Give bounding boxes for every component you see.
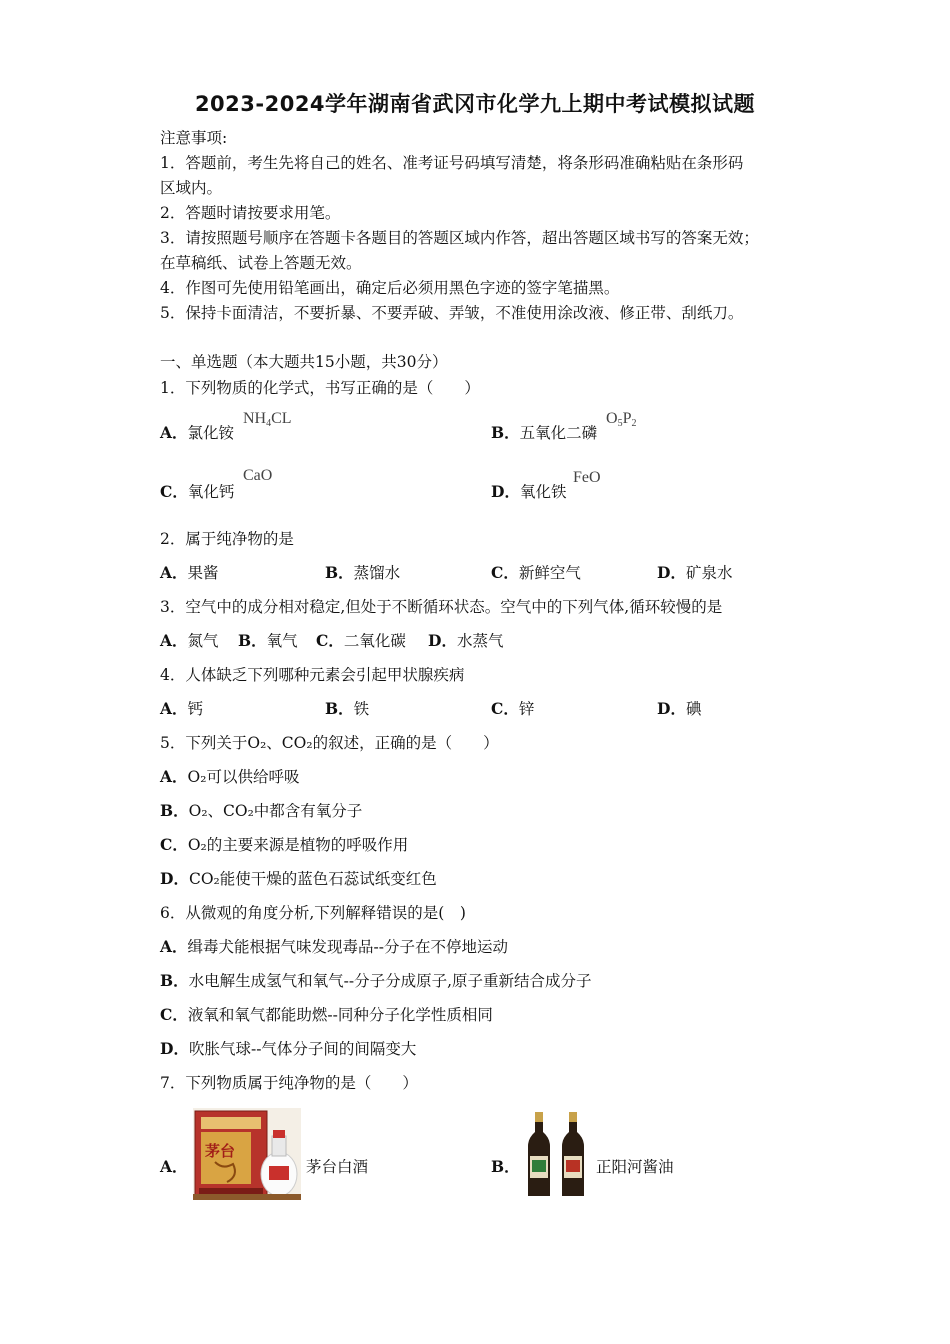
option-a bbox=[160, 421, 234, 443]
question-stem: 5．下列关于O₂、CO₂的叙述，正确的是（ ） bbox=[160, 734, 499, 752]
notice-line: 2．答题时请按要求用笔。 bbox=[160, 204, 341, 222]
option-a: A．缉毒犬能根据气味发现毒品--分子在不停地运动 bbox=[160, 937, 509, 956]
option-d: D．碘 bbox=[657, 699, 702, 718]
formula: FeO bbox=[573, 469, 601, 486]
option-a-text: 茅台白酒 bbox=[306, 1158, 369, 1176]
option-text: 氯化铵 bbox=[187, 424, 235, 442]
formula: CaO bbox=[243, 467, 273, 484]
notice-line: 1．答题前，考生先将自己的姓名、准考证号码填写清楚，将条形码准确粘贴在条形码 bbox=[160, 154, 744, 172]
question-stem: 6．从微观的角度分析,下列解释错误的是( ) bbox=[160, 904, 466, 922]
soy-sauce-image bbox=[526, 1110, 590, 1204]
formula: $NH_4CL$ bbox=[243, 410, 292, 429]
option-c: C．二氧化碳 bbox=[316, 631, 406, 650]
option-b: B．氧气 bbox=[238, 631, 298, 650]
notice-heading: 注意事项: bbox=[160, 129, 228, 147]
notice-line: 区域内。 bbox=[160, 179, 223, 197]
question-stem: 4．人体缺乏下列哪种元素会引起甲状腺疾病 bbox=[160, 666, 465, 684]
option-letter: A． bbox=[160, 423, 188, 442]
option-c: C．锌 bbox=[491, 699, 535, 718]
option-b-letter: B． bbox=[491, 1157, 520, 1176]
page-title: 2023-2024学年湖南省武冈市化学九上期中考试模拟试题 bbox=[194, 92, 756, 116]
option-letter: B． bbox=[491, 423, 520, 442]
formula: $O_5P_2$ bbox=[606, 410, 637, 429]
option-b: B．水电解生成氢气和氧气--分子分成原子,原子重新结合成分子 bbox=[160, 971, 592, 990]
option-a-letter: A． bbox=[160, 1157, 188, 1176]
option-a: A．氮气 bbox=[160, 631, 219, 650]
option-text: 氧化钙 bbox=[187, 483, 235, 501]
section-heading: 一、单选题（本大题共15小题，共30分） bbox=[160, 353, 448, 371]
notice-line: 4．作图可先使用铅笔画出，确定后必须用黑色字迹的签字笔描黑。 bbox=[160, 279, 620, 297]
option-d bbox=[491, 480, 566, 502]
option-b: B．O₂、CO₂中都含有氧分子 bbox=[160, 801, 363, 820]
option-d: D．CO₂能使干燥的蓝色石蕊试纸变红色 bbox=[160, 869, 437, 888]
option-b: B．蒸馏水 bbox=[325, 563, 401, 582]
option-b-text: 正阳河酱油 bbox=[596, 1158, 674, 1176]
option-a: A．O₂可以供给呼吸 bbox=[160, 767, 300, 786]
option-d: D．矿泉水 bbox=[657, 563, 733, 582]
option-d: D．吹胀气球--气体分子间的间隔变大 bbox=[160, 1039, 417, 1058]
option-c: C．液氧和氧气都能助燃--同种分子化学性质相同 bbox=[160, 1005, 493, 1024]
option-a: A．果酱 bbox=[160, 563, 219, 582]
notice-line: 3．请按照题号顺序在答题卡各题目的答题区域内作答，超出答题区域书写的答案无效； bbox=[160, 229, 759, 247]
question-stem: 1．下列物质的化学式，书写正确的是（ ） bbox=[160, 379, 480, 397]
option-text: 五氧化二磷 bbox=[519, 424, 598, 442]
question-stem: 3．空气中的成分相对稳定,但处于不断循环状态。空气中的下列气体,循环较慢的是 bbox=[160, 598, 723, 616]
question-stem: 7．下列物质属于纯净物的是（ ） bbox=[160, 1074, 418, 1092]
notice-line: 5．保持卡面清洁，不要折暴、不要弄破、弄皱，不准使用涂改液、修正带、刮纸刀。 bbox=[160, 304, 744, 322]
option-text: 氧化铁 bbox=[519, 483, 567, 501]
option-c: C．O₂的主要来源是植物的呼吸作用 bbox=[160, 835, 409, 854]
option-b: B．铁 bbox=[325, 699, 370, 718]
option-b bbox=[491, 421, 597, 443]
option-letter: D． bbox=[491, 482, 520, 501]
image-label: 茅台 bbox=[205, 1142, 236, 1160]
option-letter: C． bbox=[160, 482, 188, 501]
question-stem: 2．属于纯净物的是 bbox=[160, 530, 294, 548]
option-c bbox=[160, 480, 234, 502]
option-c: C．新鲜空气 bbox=[491, 563, 581, 582]
maotai-liquor-image bbox=[193, 1108, 301, 1204]
notice-line: 在草稿纸、试卷上答题无效。 bbox=[160, 254, 362, 272]
option-d: D．水蒸气 bbox=[428, 631, 504, 650]
option-a: A．钙 bbox=[160, 699, 204, 718]
